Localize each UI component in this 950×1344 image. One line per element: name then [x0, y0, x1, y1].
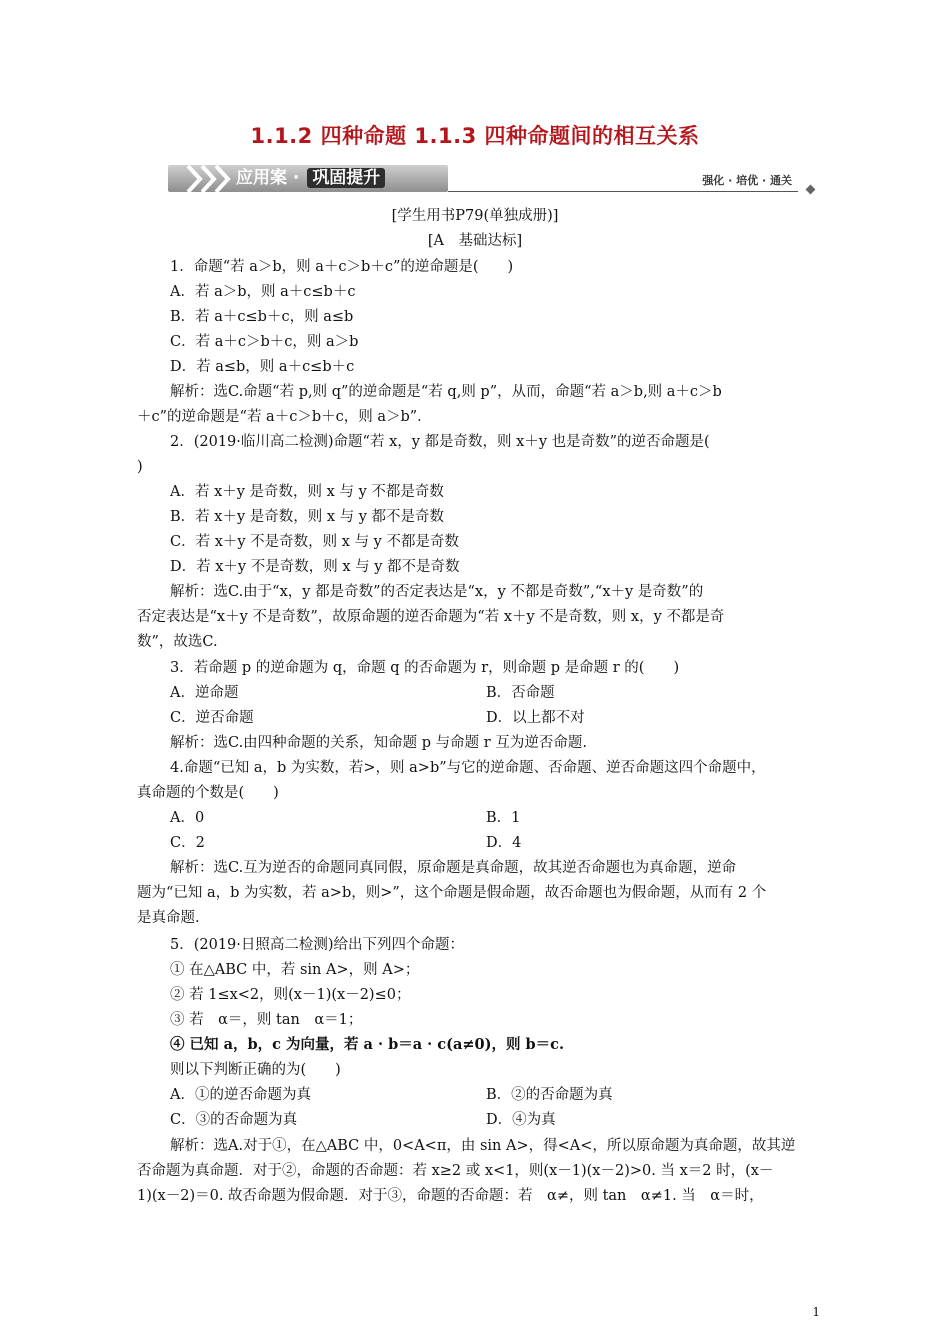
option-3c: C．逆否命题: [170, 710, 254, 726]
answer-3: 解析：选C.由四种命题的关系，知命题 p 与命题 r 互为逆否命题.: [170, 735, 587, 751]
banner-tags: 强化 · 培优 · 通关: [702, 174, 792, 187]
option-1b: B．若 a＋c≤b＋c，则 a≤b: [170, 309, 354, 325]
banner-label-left: 应用案: [236, 168, 287, 188]
answer-4-line-1: 解析：选C.互为逆否的命题同真同假，原命题是真命题，故其逆否命题也为真命题，逆命: [170, 860, 737, 876]
answer-1-line-2: ＋c”的逆命题是“若 a＋c＞b＋c，则 a＞b”．: [137, 409, 432, 425]
question-4-cont: 真命题的个数是( ): [137, 785, 279, 801]
question-2: 2．(2019·临川高二检测)命题“若 x，y 都是奇数，则 x＋y 也是奇数”的逆否命题是(: [170, 434, 710, 450]
option-4b: B．1: [486, 810, 521, 826]
banner-dot: ·: [292, 168, 300, 188]
page-title: 1.1.2 四种命题 1.1.3 四种命题间的相互关系: [250, 124, 700, 148]
option-2d: D．若 x＋y 不是奇数，则 x 与 y 都不是奇数: [170, 559, 460, 575]
option-2c: C．若 x＋y 不是奇数，则 x 与 y 不都是奇数: [170, 534, 459, 550]
option-1a: A．若 a＞b，则 a＋c≤b＋c: [170, 284, 356, 300]
question-2-cont: ): [137, 459, 143, 475]
option-5a: A．①的逆否命题为真: [170, 1087, 311, 1103]
banner-label: [236, 165, 385, 192]
page-number: 1: [812, 1305, 820, 1319]
option-1c: C．若 a＋c＞b＋c，则 a＞b: [170, 334, 359, 350]
answer-4-line-2: 题为“已知 a，b 为实数，若 a>b，则>”，这个命题是假命题，故否命题也为假命题，从而有 2 个: [137, 885, 767, 901]
option-3a: A．逆命题: [170, 685, 239, 701]
option-3d: D．以上都不对: [486, 710, 585, 726]
answer-2-line-1: 解析：选C.由于“x，y 都是奇数”的否定表达是“x，y 不都是奇数”,“x＋y 是奇数”的: [170, 584, 704, 600]
banner-label-right: 巩固提升: [307, 168, 385, 188]
question-5: 5．(2019·日照高二检测)给出下列四个命题：: [170, 937, 465, 953]
statement-2: ② 若 1≤x<2，则(x－1)(x－2)≤0；: [170, 987, 411, 1003]
book-reference: [学生用书P79(单独成册)]: [391, 208, 559, 224]
statement-1: ① 在△ABC 中，若 sin A>，则 A>；: [170, 962, 420, 978]
option-5c: C．③的否命题为真: [170, 1112, 298, 1128]
option-1d: D．若 a≤b，则 a＋c≤b＋c: [170, 359, 355, 375]
question-4: 4.命题“已知 a，b 为实数，若>，则 a>b”与它的逆命题、否命题、逆否命题这四个命题中，: [170, 760, 766, 776]
option-5d: D．④为真: [486, 1112, 556, 1128]
section-banner: [168, 163, 816, 195]
question-3: 3．若命题 p 的逆命题为 q，命题 q 的否命题为 r，则命题 p 是命题 r 的( ): [170, 660, 680, 676]
answer-1-line-1: 解析：选C.命题“若 p,则 q”的逆命题是“若 q,则 p”，从而，命题“若 a＞b,则 a＋c＞b: [170, 384, 722, 400]
chevron-arrows-icon: [184, 163, 234, 195]
answer-5-line-2: 否命题为真命题．对于②，命题的否命题：若 x≥2 或 x<1，则(x－1)(x－2)>0. 当 x＝2 时，(x－: [137, 1163, 774, 1179]
option-3b: B．否命题: [486, 685, 555, 701]
option-4a: A．0: [170, 810, 205, 826]
section-heading: [A 基础达标]: [427, 233, 523, 249]
statement-4: ④ 已知 a，b，c 为向量，若 a · b＝a · c(a≠0)，则 b＝c.: [170, 1036, 565, 1053]
option-2a: A．若 x＋y 是奇数，则 x 与 y 不都是奇数: [170, 484, 444, 500]
diamond-icon: [806, 185, 816, 195]
question-5-prompt: 则以下判断正确的为( ): [170, 1062, 341, 1078]
option-4c: C．2: [170, 835, 205, 851]
question-1: 1．命题“若 a＞b，则 a＋c＞b＋c”的逆命题是( ): [170, 259, 514, 275]
answer-2-line-3: 数”，故选C.: [137, 634, 218, 650]
answer-4-line-3: 是真命题.: [137, 910, 200, 926]
banner-rule: [448, 191, 798, 192]
answer-5-line-3: 1)(x－2)＝0. 故否命题为假命题．对于③，命题的否命题：若 α≠，则 tan α≠1. 当 α＝时，: [137, 1188, 764, 1204]
answer-2-line-2: 否定表达是“x＋y 不是奇数”，故原命题的逆否命题为“若 x＋y 不是奇数，则 x，y 不都是奇: [137, 609, 725, 625]
option-5b: B．②的否命题为真: [486, 1087, 613, 1103]
option-4d: D．4: [486, 835, 522, 851]
statement-3: ③ 若 α＝，则 tan α＝1；: [170, 1012, 363, 1028]
option-2b: B．若 x＋y 是奇数，则 x 与 y 都不是奇数: [170, 509, 445, 525]
answer-5-line-1: 解析：选A.对于①，在△ABC 中，0<A<π，由 sin A>，得<A<，所以原命题为真命题，故其逆: [170, 1138, 796, 1154]
